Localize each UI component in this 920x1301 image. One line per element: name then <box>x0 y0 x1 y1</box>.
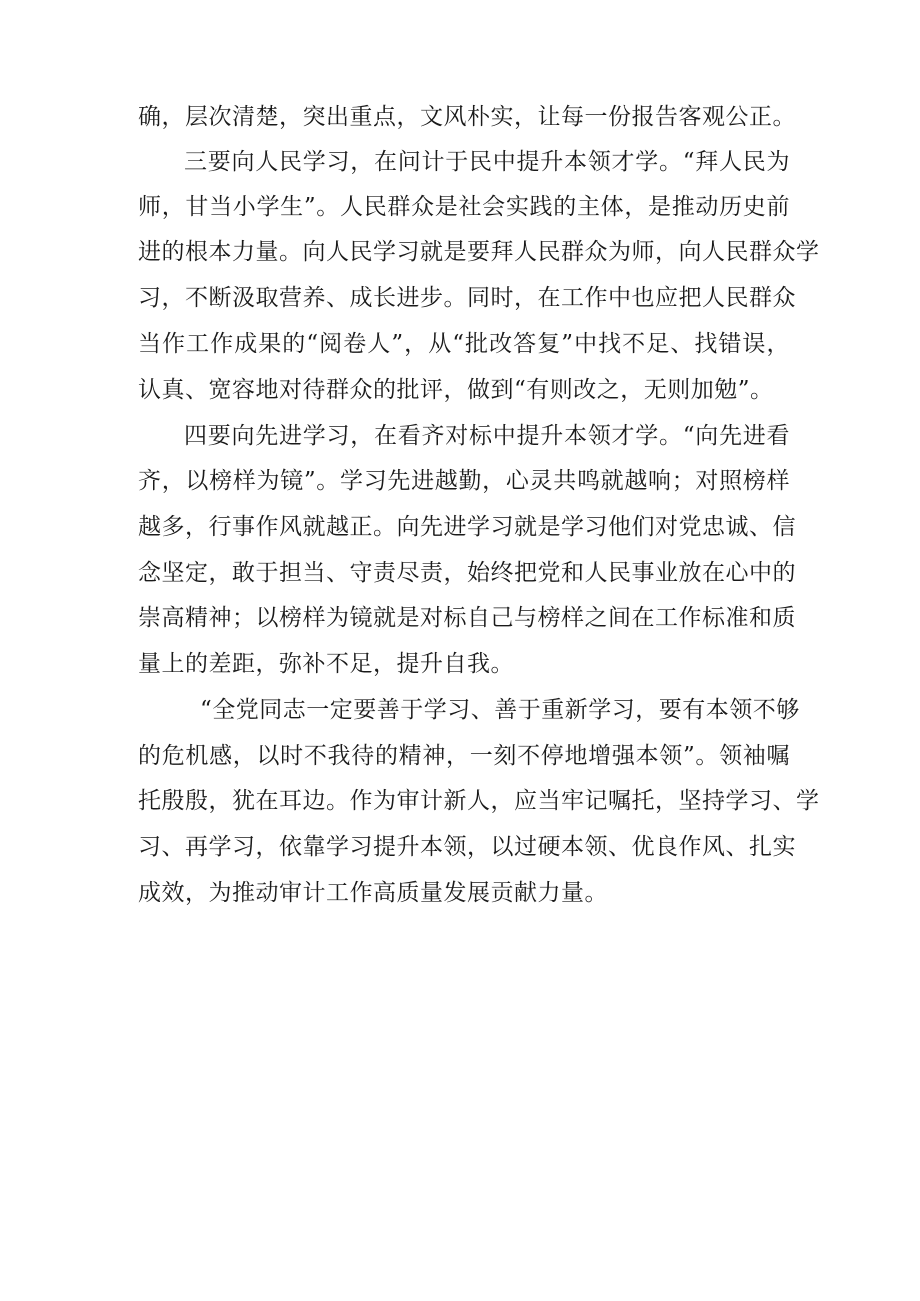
paragraph-start-line: “全党同志一定要善于学习、善于重新学习，要有本领不够 <box>200 697 800 723</box>
text-line: 习、再学习，依靠学习提升本领，以过硬本领、优良作风、扎实 <box>138 834 796 860</box>
text-line: 崇高精神；以榜样为镜就是对标自己与榜样之间在工作标准和质 <box>138 605 796 631</box>
text-line: 念坚定，敢于担当、守责尽责，始终把党和人民事业放在心中的 <box>138 560 796 586</box>
text-line: 确，层次清楚，突出重点，文风朴实，让每一份报告客观公正。 <box>138 104 796 130</box>
text-line: 齐，以榜样为镜”。学习先进越勤，心灵共鸣就越响；对照榜样 <box>138 468 790 494</box>
text-line: 进的根本力量。向人民学习就是要拜人民群众为师，向人民群众学 <box>138 239 820 265</box>
paragraph-start-line: 三要向人民学习，在问计于民中提升本领才学。“拜人民为 <box>184 149 790 175</box>
text-line: 习，不断汲取营养、成长进步。同时，在工作中也应把人民群众 <box>138 285 796 311</box>
paragraph-start-line: 四要向先进学习，在看齐对标中提升本领才学。“向先进看 <box>184 423 790 449</box>
text-line: 的危机感，以时不我待的精神，一刻不停地增强本领”。领袖嘱 <box>138 743 790 769</box>
text-line: 师，甘当小学生”。人民群众是社会实践的主体，是推动历史前 <box>138 194 790 220</box>
text-line: 量上的差距，弥补不足，提升自我。 <box>138 651 514 677</box>
text-line: 托殷殷，犹在耳边。作为审计新人，应当牢记嘱托，坚持学习、学 <box>138 788 820 814</box>
text-line: 成效，为推动审计工作高质量发展贡献力量。 <box>138 880 608 906</box>
text-line: 越多，行事作风就越正。向先进学习就是学习他们对党忠诚、信 <box>138 514 796 540</box>
text-line: 当作工作成果的“阅卷人”，从“批改答复”中找不足、找错误， <box>138 331 790 357</box>
text-line: 认真、宽容地对待群众的批评，做到“有则改之，无则加勉”。 <box>138 377 774 403</box>
